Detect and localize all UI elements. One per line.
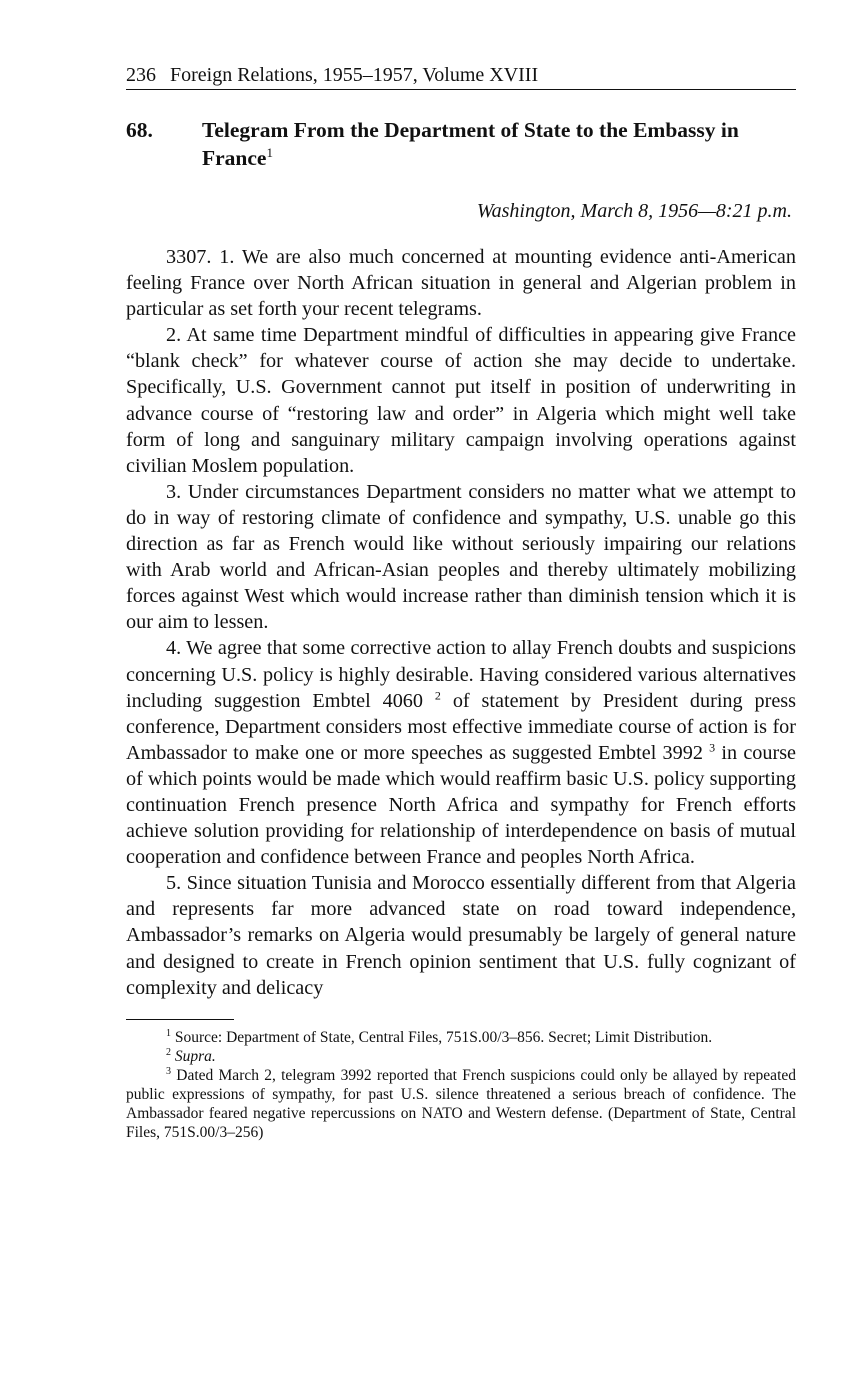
- footnotes: [126, 1028, 796, 1142]
- document-heading: [126, 116, 796, 172]
- footnote-text-3: Dated March 2, telegram 3992 reported that French suspicions could only be allayed by repeated public expressions of sympathy, for past U.S. silence threatened a serious breach of confidence. The Ambassador feared negative repercussions on NATO and Western defense. (Department of State, Central Files, 751S.00/3–256): [126, 1066, 797, 1141]
- footnote-mark-3: 3: [166, 1065, 171, 1077]
- footnote-3: [126, 1066, 796, 1142]
- page-number: 236: [126, 64, 156, 86]
- page: [126, 62, 796, 1142]
- footnote-divider: [126, 1019, 234, 1020]
- dateline: Washington, March 8, 1956—8:21 p.m.: [476, 200, 792, 222]
- volume-title: Foreign Relations, 1955–1957, Volume XVIII: [170, 64, 539, 86]
- footnote-ref-1: 1: [266, 144, 273, 160]
- footnote-text-1: Source: Department of State, Central Files, 751S.00/3–856. Secret; Limit Distribution.: [174, 1028, 713, 1046]
- document-title: Telegram From the Department of State to the Embassy in France: [202, 118, 739, 170]
- footnote-mark-1: 1: [166, 1027, 171, 1039]
- paragraph-1: 3307. 1. We are also much concerned at mounting evidence anti-American feeling France over North African situation in general and Algerian problem in particular as set forth your recent telegrams.: [126, 246, 796, 321]
- paragraph-5: 5. Since situation Tunisia and Morocco essentially different from that Algeria and represents far more advanced state on road toward independence, Ambassador’s remarks on Algeria would presumably be largely of general nature and designed to create in French opinion sentiment that U.S. fully cognizant of complexity and delicacy: [126, 872, 796, 999]
- telegram-body: [126, 244, 796, 1001]
- document-title-block: [202, 116, 796, 172]
- paragraph-4-part-b: of statement by President during press conference, Department considers most effective immediate course of action is for Ambassador to make one or more speeches as suggested Embtel 3992: [126, 689, 797, 764]
- footnote-text-2: Supra.: [174, 1047, 216, 1065]
- footnote-1: [126, 1028, 796, 1047]
- paragraph-4-part-c: in course of which points would be made which would reaffirm basic U.S. policy supporting continuation French presence North Africa and sympathy for French efforts achieve solution providing for relationship of interdependence on basis of mutual cooperation and confidence between France and peoples North Africa.: [126, 741, 797, 869]
- running-head: [126, 62, 796, 90]
- footnote-ref-3: 3: [709, 740, 716, 755]
- document-number: 68.: [126, 118, 153, 142]
- paragraph-3: 3. Under circumstances Department considers no matter what we attempt to do in way of restoring climate of confidence and sympathy, U.S. unable go this direction as far as French would like without seriously impairing our relations with Arab world and African-Asian peoples and thereby ultimately mobilizing forces against West which would increase rather than diminish tension which it is our aim to lessen.: [126, 480, 796, 634]
- paragraph-4-part-a: 4. We agree that some corrective action to allay French doubts and suspicions concerning U.S. policy is highly desirable. Having considered various alternatives including suggestion Embtel 4060: [126, 637, 796, 712]
- paragraph-2: 2. At same time Department mindful of difficulties in appearing give France “blank check” for whatever course of action she may decide to undertake. Specifically, U.S. Government cannot put itself in position of underwriting in advance course of “restoring law and order” in Algeria which might well take form of long and sanguinary military campaign involving operations against civilian Moslem population.: [126, 324, 796, 477]
- footnote-ref-2: 2: [434, 687, 441, 702]
- footnote-2: [126, 1047, 796, 1066]
- footnote-mark-2: 2: [166, 1046, 171, 1058]
- paragraph-4: [126, 635, 796, 870]
